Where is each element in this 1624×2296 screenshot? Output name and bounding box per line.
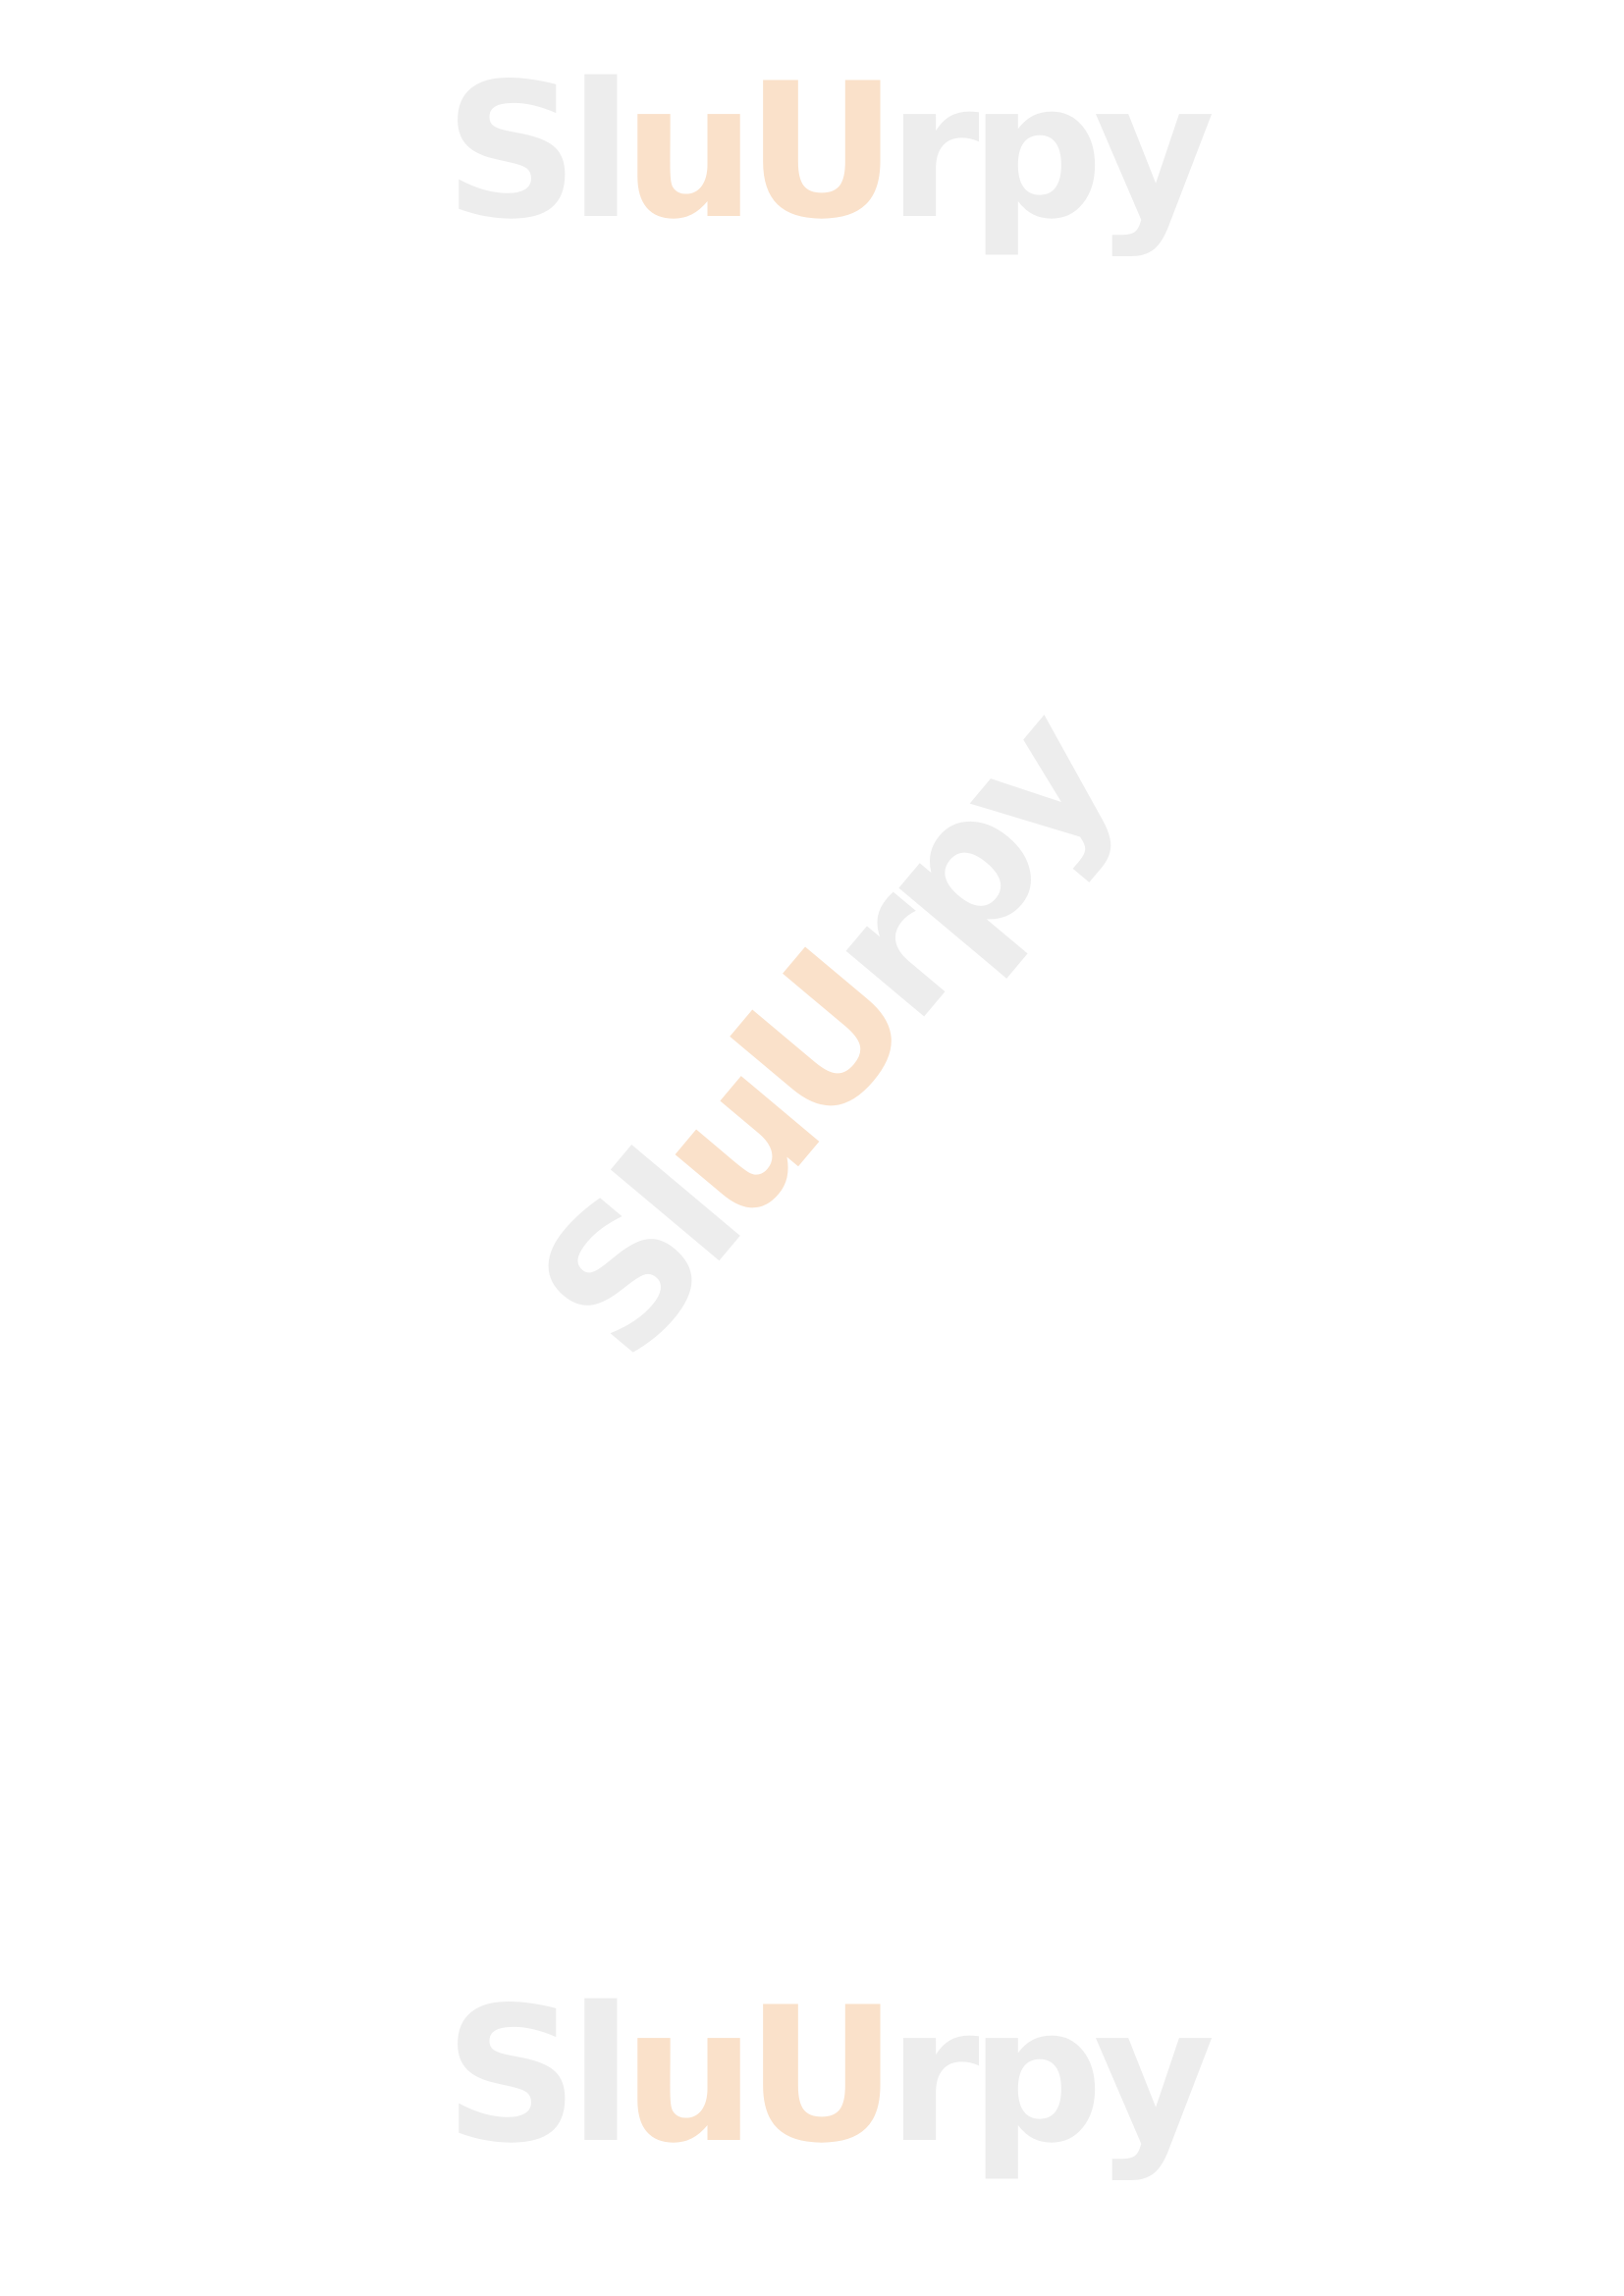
watermark-logo: SluUrpy [444,43,1206,260]
watermark-logo: SluUrpy [496,673,1153,1397]
watermark-logo: SluUrpy [444,1967,1206,2184]
